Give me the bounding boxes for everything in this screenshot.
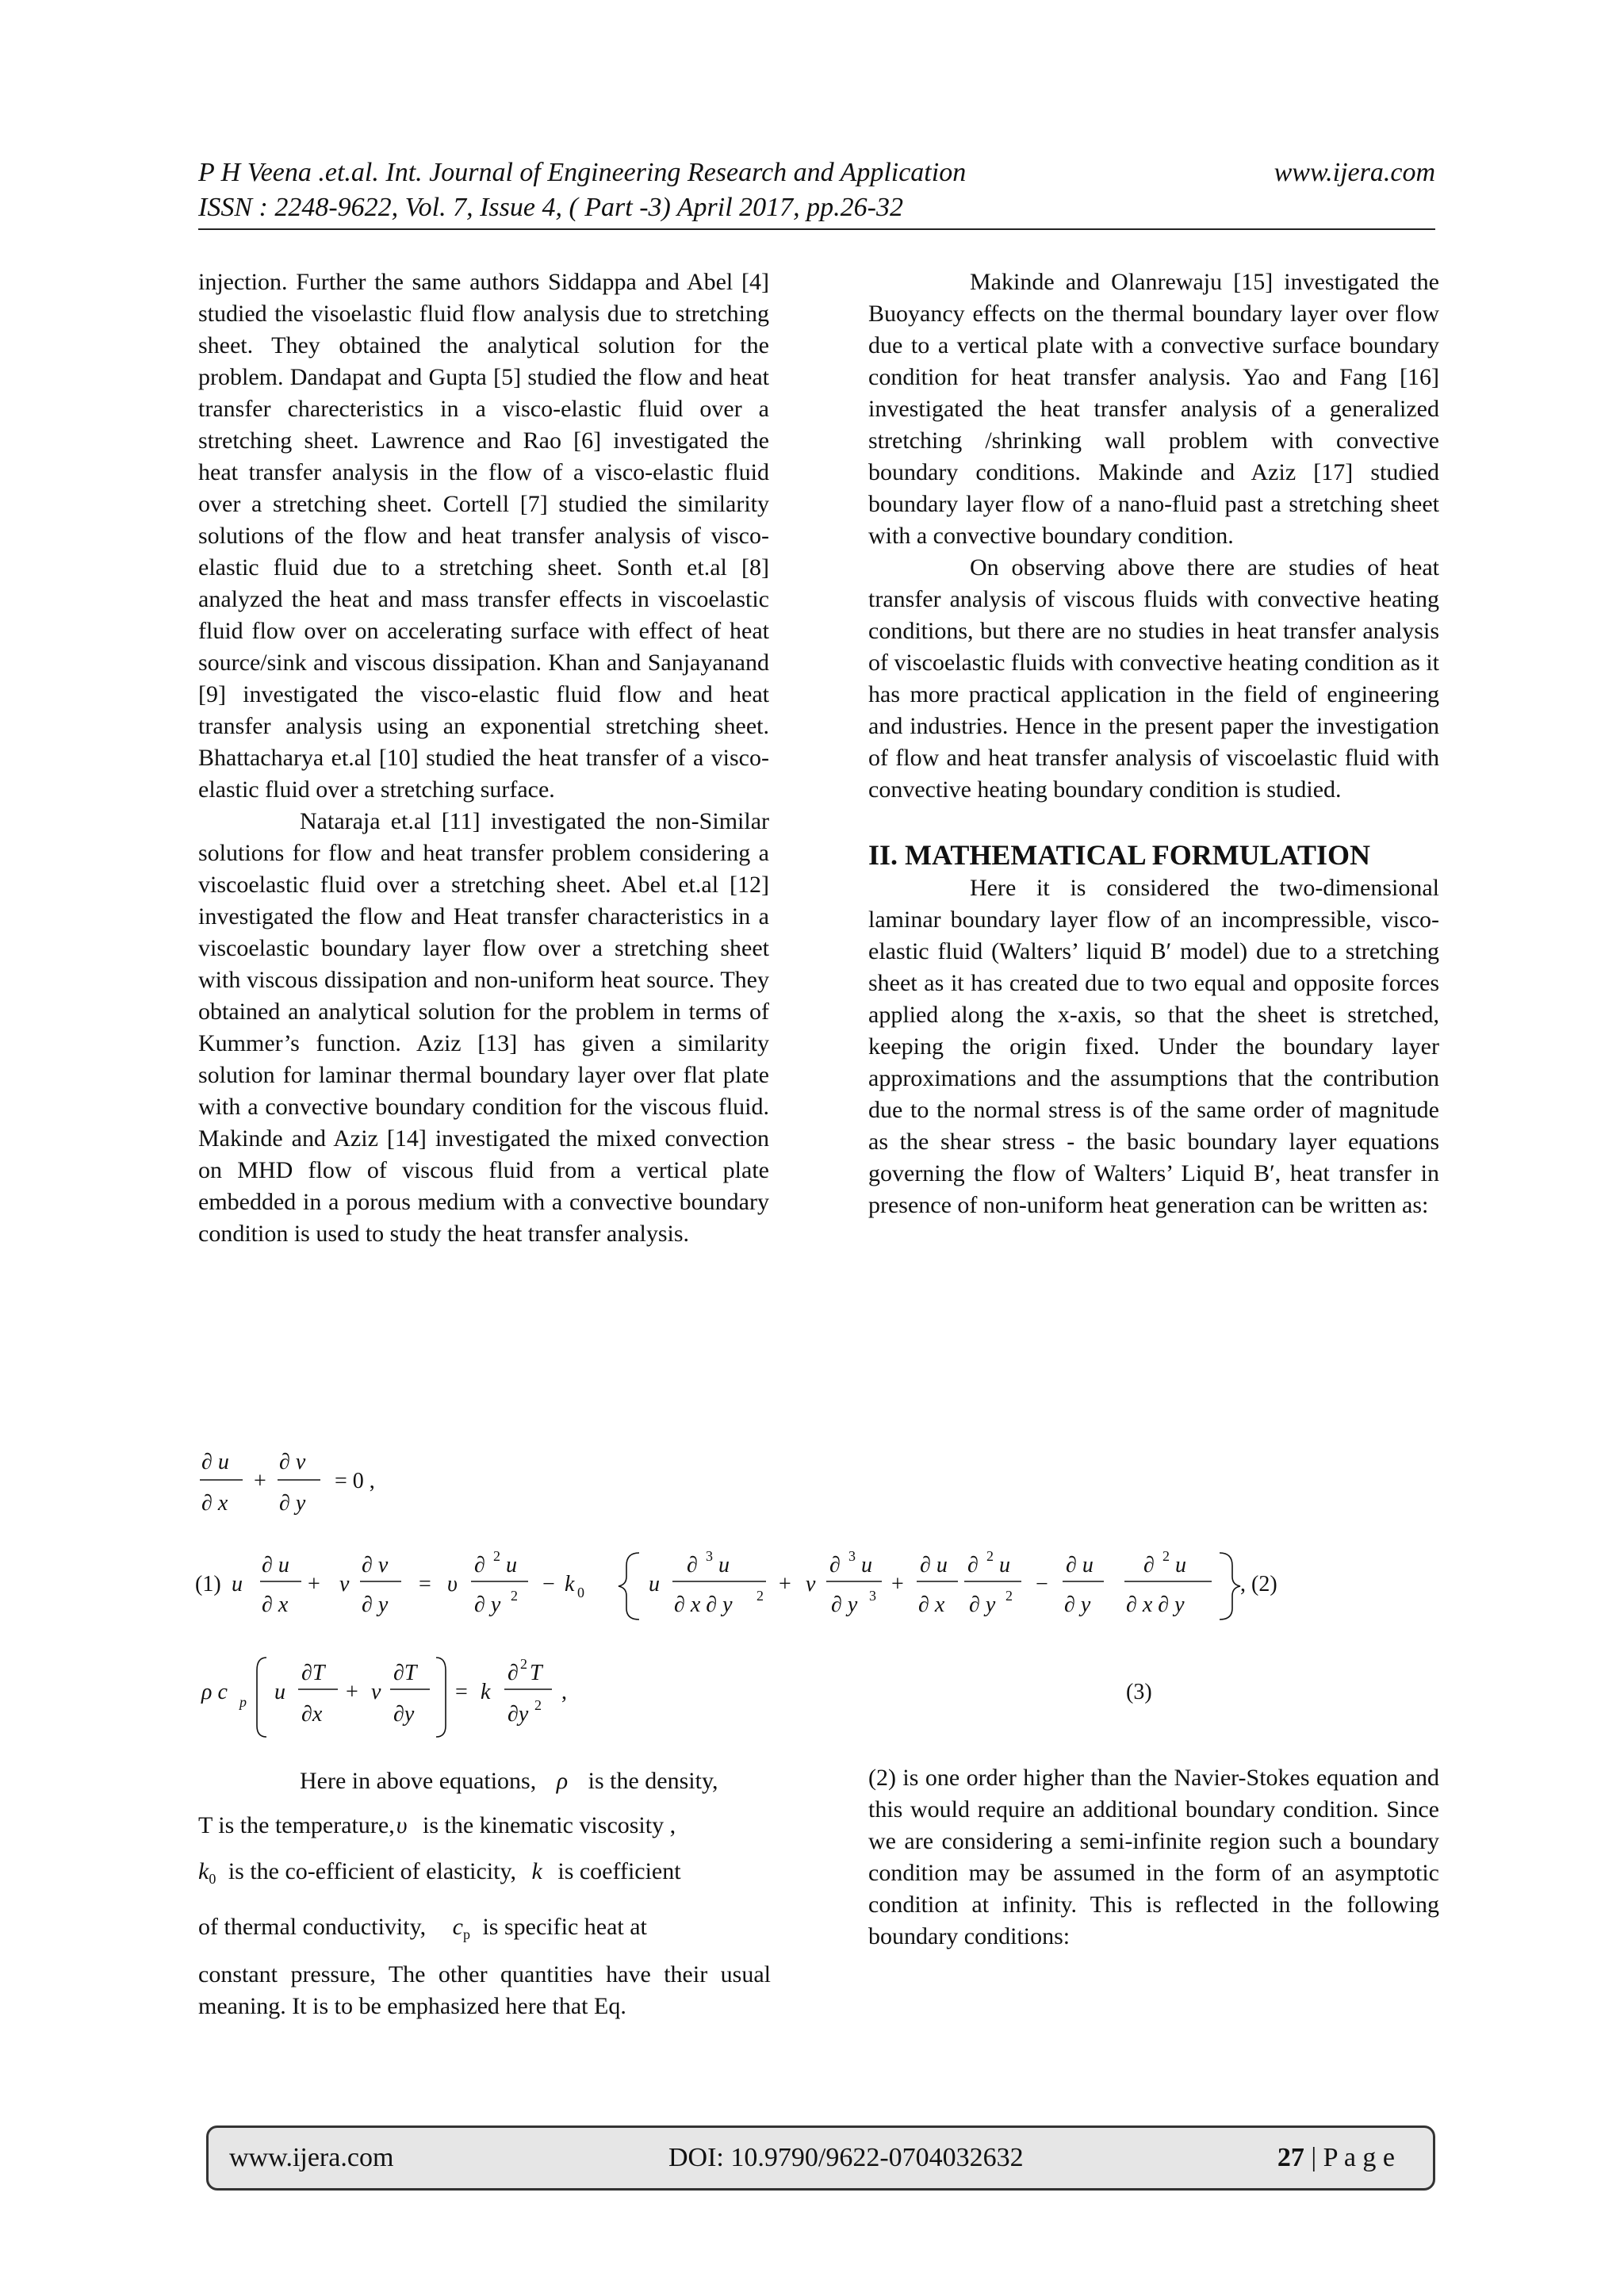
bottom-left-4: of thermal conductivity,: [198, 1914, 427, 1940]
svg-text:+: +: [346, 1680, 358, 1704]
svg-text:u: u: [999, 1553, 1010, 1577]
svg-text:= 0 ,: = 0 ,: [335, 1469, 375, 1493]
left-paragraph-1: injection. Further the same authors Siddappa and Abel [4] studied the visoelastic fluid flow analysis due to stretching sheet. They obtained the analytical solution for the problem. Dandapat and Gupta [5] studied the flow and heat transfer charecteristics in a visco-elastic fluid over a stretching sheet. Lawrence and Rao [6] investigated the heat transfer analysis in the flow of a visco-elastic fluid over a stretching sheet. Cortell [7] studied the similarity solutions of the flow and heat transfer analysis of visco-elastic fluid due to a stretching sheet. Sonth et.al [8] analyzed the heat and mass transfer effects in viscoelastic fluid flow over on accelerating surface with effect of heat source/sink and viscous dissipation. Khan and Sanjayanand [9] investigated the visco-elastic fluid flow and heat transfer analysis using an exponential stretching sheet. Bhattacharya et.al [10] studied the heat transfer of a visco-elastic fluid over a stretching surface.: [198, 269, 769, 803]
cp-symbol: $c_p$: [452, 1914, 470, 1942]
svg-text:u: u: [718, 1553, 730, 1577]
svg-text:∂ u: ∂ u: [1066, 1553, 1094, 1577]
svg-text:∂ v: ∂ v: [279, 1450, 306, 1474]
right-column: [868, 266, 1439, 1221]
svg-text:ρ c: ρ c: [201, 1680, 228, 1704]
svg-text:u: u: [1175, 1553, 1186, 1577]
svg-text:2: 2: [511, 1588, 518, 1604]
svg-text:v: v: [339, 1572, 350, 1596]
svg-text:∂ y: ∂ y: [362, 1593, 389, 1617]
rho-symbol: ρ: [556, 1768, 569, 1794]
header-rule: [198, 228, 1435, 230]
footer-page: [1277, 2143, 1395, 2173]
right-paragraph-3: Here it is considered the two-dimensional laminar boundary layer flow of an incompressible, visco-elastic fluid (Walters’ liquid B′ model) due to a stretching sheet as it has created due to two equal and opposite forces applied along the x-axis, so that the sheet is stretched, keeping the origin fixed. Under the boundary layer approximations and the assumptions that the contribution due to the normal stress is of the same order of magnitude as the shear stress - the basic boundary layer equations governing the flow of Walters’ Liquid B′, heat transfer in presence of non-uniform heat generation can be written as:: [868, 875, 1439, 1218]
svg-text:∂x: ∂x: [301, 1702, 323, 1727]
k-symbol: k: [531, 1858, 542, 1884]
bottom-left-2b: is the kinematic viscosity ,: [422, 1812, 676, 1838]
svg-text:∂ v: ∂ v: [362, 1553, 389, 1577]
bottom-left-1b: is the density,: [588, 1768, 718, 1794]
left-column: [198, 266, 769, 1250]
svg-text:=: =: [419, 1572, 431, 1596]
svg-text:2: 2: [534, 1697, 542, 1713]
bottom-left-2: T is the temperature,: [198, 1812, 395, 1838]
equation-momentum: [195, 1537, 1321, 1632]
header-website: www.ijera.com: [1274, 158, 1435, 187]
svg-text:∂ x ∂ y: ∂ x ∂ y: [674, 1593, 733, 1617]
svg-text:−: −: [542, 1572, 555, 1596]
svg-text:∂y: ∂y: [508, 1702, 529, 1727]
svg-text:2: 2: [493, 1548, 500, 1564]
svg-text:∂T: ∂T: [393, 1661, 417, 1685]
left-paragraph-2: Nataraja et.al [11] investigated the non-Similar solutions for flow and heat transfer problem considering a viscoelastic fluid over a stretching sheet. Abel et.al [12] investigated the flow and Heat transfer characteristics in a viscoelastic boundary layer flow over a stretching sheet with viscous dissipation and non-uniform heat source. They obtained an analytical solution for the problem in terms of Kummer’s function. Aziz [13] has given a similarity solution for laminar thermal boundary layer over flat plate with a convective boundary condition for the viscous fluid. Makinde and Aziz [14] investigated the mixed convection on MHD flow of viscous fluid from a vertical plate embedded in a porous medium with a convective boundary condition is used to study the heat transfer analysis.: [198, 808, 769, 1247]
bottom-left-4b: is specific heat at: [482, 1914, 647, 1940]
eq1-label: (1): [195, 1572, 221, 1596]
header-citation: P H Veena .et.al. Int. Journal of Engineering Research and Application: [198, 158, 967, 187]
svg-text:T: T: [530, 1661, 542, 1685]
svg-text:∂ x ∂ y: ∂ x ∂ y: [1126, 1593, 1185, 1617]
svg-text:2: 2: [986, 1548, 994, 1564]
bottom-left-3: is the co-efficient of elasticity,: [228, 1858, 517, 1884]
svg-text:∂ x: ∂ x: [918, 1593, 945, 1617]
svg-text:∂: ∂: [1143, 1553, 1155, 1577]
svg-text:k: k: [565, 1572, 575, 1596]
equation-energy: [198, 1643, 1174, 1746]
svg-text:∂ y: ∂ y: [474, 1593, 501, 1617]
right-paragraph-1: Makinde and Olanrewaju [15] investigated the Buoyancy effects on the thermal boundary layer over flow due to a vertical plate with a convective surface boundary condition for heat transfer analysis. Yao and Fang [16] investigated the heat transfer analysis of a generalized stretching /shrinking wall problem with convective boundary conditions. Makinde and Aziz [17] studied boundary layer flow of a nano-fluid past a stretching sheet with a convective boundary condition.: [868, 269, 1439, 549]
svg-text:k: k: [481, 1680, 491, 1704]
svg-text:+: +: [891, 1572, 904, 1596]
svg-text:−: −: [1036, 1572, 1048, 1596]
bottom-right-text: [868, 1762, 1439, 1953]
svg-text:v: v: [371, 1680, 381, 1704]
svg-text:+: +: [254, 1469, 266, 1493]
svg-text:3: 3: [869, 1588, 876, 1604]
page-label: | P a g e: [1304, 2143, 1395, 2172]
svg-text:2: 2: [520, 1656, 527, 1672]
svg-text:∂ u: ∂ u: [920, 1553, 948, 1577]
upsilon-symbol: υ: [396, 1812, 408, 1838]
svg-text:∂T: ∂T: [301, 1661, 325, 1685]
svg-text:∂ u: ∂ u: [262, 1553, 289, 1577]
svg-text:2: 2: [1005, 1588, 1013, 1604]
svg-text:+: +: [779, 1572, 791, 1596]
svg-text:u: u: [861, 1553, 872, 1577]
svg-text:∂ u: ∂ u: [201, 1450, 229, 1474]
bottom-left-3b: is coefficient: [557, 1858, 681, 1884]
svg-text:v: v: [806, 1572, 816, 1596]
svg-text:∂: ∂: [829, 1553, 841, 1577]
page-number: 27: [1277, 2143, 1304, 2172]
svg-text:∂ x: ∂ x: [201, 1491, 228, 1516]
svg-text:∂: ∂: [967, 1553, 979, 1577]
svg-text:u: u: [649, 1572, 660, 1596]
page-footer: [206, 2125, 1435, 2191]
right-paragraph-2: On observing above there are studies of heat transfer analysis of viscous fluids with convective heating conditions, but there are no studies in heat transfer analysis of viscoelastic fluids with convective heating condition as it has more practical application in the field of engineering and industries. Hence in the present paper the investigation of flow and heat transfer analysis of viscoelastic fluid with convective heating boundary condition is studied.: [868, 554, 1439, 803]
bottom-left-5: constant pressure, The other quantities have their usual meaning. It is to be emphasized here that Eq.: [198, 1961, 771, 2019]
svg-text:∂ y: ∂ y: [831, 1593, 858, 1617]
section-heading: II. MATHEMATICAL FORMULATION: [868, 839, 1371, 871]
bottom-right-paragraph: (2) is one order higher than the Navier-Stokes equation and this would require an additional boundary condition. Since we are considering a semi-infinite region such a boundary condition may be assumed in the form of an asymptotic condition at infinity. This is reflected in the following boundary conditions:: [868, 1765, 1439, 1949]
svg-text:2: 2: [756, 1588, 764, 1604]
svg-text:3: 3: [706, 1548, 713, 1564]
svg-text:∂: ∂: [687, 1553, 698, 1577]
running-header: [198, 155, 1435, 225]
svg-text:∂: ∂: [508, 1661, 519, 1685]
svg-text:υ: υ: [447, 1572, 458, 1596]
svg-text:=: =: [455, 1680, 468, 1704]
equation-continuity: [198, 1443, 452, 1523]
svg-text:,: ,: [561, 1680, 567, 1704]
svg-text:0: 0: [577, 1585, 584, 1600]
footer-website[interactable]: www.ijera.com: [229, 2143, 394, 2172]
svg-text:∂ y: ∂ y: [1064, 1593, 1091, 1617]
svg-text:3: 3: [848, 1548, 856, 1564]
bottom-left-text: [198, 1759, 771, 2022]
eq2-label: , (2): [1240, 1572, 1277, 1596]
footer-doi: DOI: 10.9790/9622-0704032632: [668, 2143, 1024, 2172]
svg-text:∂ x: ∂ x: [262, 1593, 289, 1617]
svg-text:∂: ∂: [474, 1553, 485, 1577]
eq3-label: (3): [1126, 1680, 1152, 1704]
svg-text:+: +: [308, 1572, 320, 1596]
svg-text:2: 2: [1162, 1548, 1170, 1564]
svg-text:u: u: [506, 1553, 517, 1577]
svg-text:u: u: [274, 1680, 285, 1704]
k0-symbol: $k_0$: [198, 1858, 216, 1887]
svg-text:∂ y: ∂ y: [969, 1593, 996, 1617]
svg-text:∂y: ∂y: [393, 1702, 415, 1727]
svg-text:u: u: [232, 1572, 243, 1596]
svg-text:p: p: [239, 1694, 247, 1710]
svg-text:∂ y: ∂ y: [279, 1491, 306, 1516]
bottom-left-1: Here in above equations,: [300, 1768, 537, 1794]
header-issn: ISSN : 2248-9622, Vol. 7, Issue 4, ( Part -3) April 2017, pp.26-32: [198, 193, 903, 222]
